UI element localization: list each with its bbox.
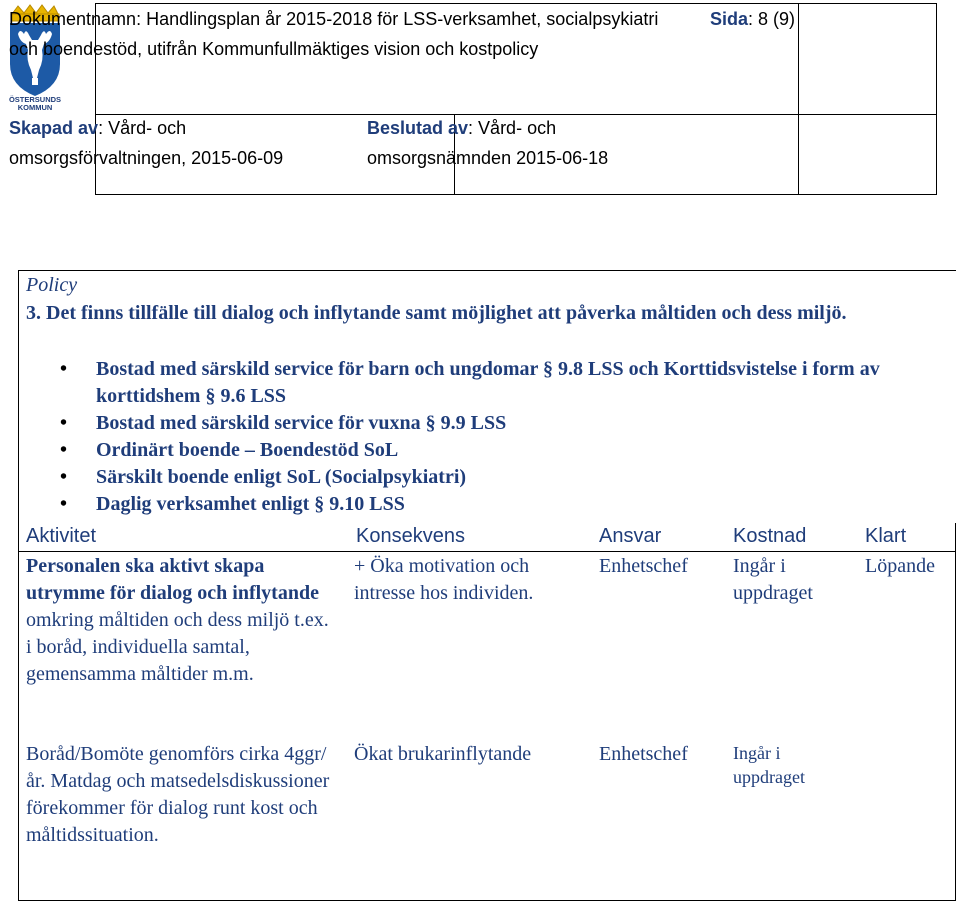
policy-bullet: • Bostad med särskild service för vuxna § 9.9 LSS <box>60 410 940 437</box>
decided-by <box>367 113 697 173</box>
row2-aktivitet: Boråd/Bomöte genomförs cirka 4ggr/år. Matdag och matsedelsdiskussioner förekommer för dialog runt kost och måltidssituation. <box>26 743 330 846</box>
row1-konsekvens: + Öka motivation och intresse hos individen. <box>354 555 534 604</box>
policy-bullet: • Daglig verksamhet enligt § 9.10 LSS <box>60 491 940 518</box>
policy-bullet: • Ordinärt boende – Boendestöd SoL <box>60 437 940 464</box>
row2-ansvar: Enhetschef <box>599 743 688 765</box>
policy-bullet-list <box>60 356 940 518</box>
row1-aktivitet <box>26 553 331 688</box>
column-header-aktivitet: Aktivitet <box>26 525 97 547</box>
created-by <box>9 113 349 173</box>
sida-label: Sida <box>710 9 749 29</box>
skapad-value: : Vård- och omsorgsförvaltningen, 2015-06-09 <box>9 118 284 168</box>
column-header-ansvar: Ansvar <box>599 525 662 547</box>
page-indicator <box>710 4 795 34</box>
column-header-kostnad: Kostnad <box>733 525 807 547</box>
column-header-konsekvens: Konsekvens <box>356 525 465 547</box>
row2-kostnad: Ingår i uppdraget <box>733 743 805 787</box>
sida-value: : 8 (9) <box>748 9 796 29</box>
row1-kostnad: Ingår i uppdraget <box>733 555 813 604</box>
policy-title: Policy <box>26 274 78 296</box>
policy-bullet: • Bostad med särskild service för barn och ungdomar § 9.8 LSS och Korttidsvistelse i form av korttidshem § 9.6 LSS <box>60 356 940 410</box>
row1-klart: Löpande <box>865 555 935 577</box>
row2-konsekvens: Ökat brukarinflytande <box>354 743 532 765</box>
logo-text: ÖSTERSUNDS KOMMUN <box>8 95 62 112</box>
beslutad-value: : Vård- och omsorgsnämnden 2015-06-18 <box>367 118 609 168</box>
row1-aktivitet-bold: Personalen ska aktivt skapa utrymme för dialog och inflytande <box>26 555 319 604</box>
column-header-klart: Klart <box>865 525 907 547</box>
policy-statement: 3. Det finns tillfälle till dialog och inflytande samt möjlighet att påverka måltiden och dess miljö. <box>26 302 847 324</box>
beslutad-label: Beslutad av <box>367 118 469 138</box>
policy-bullet: • Särskilt boende enligt SoL (Socialpsykiatri) <box>60 464 940 491</box>
document-name: Dokumentnamn: Handlingsplan år 2015-2018 för LSS-verksamhet, socialpsykiatri och boendestöd, utifrån Kommunfullmäktiges vision och kostpolicy <box>9 9 659 59</box>
row1-aktivitet-rest: omkring måltiden och dess miljö t.ex. i boråd, individuella samtal, gemensamma måltider m.m. <box>26 609 329 685</box>
skapad-label: Skapad av <box>9 118 99 138</box>
row1-ansvar: Enhetschef <box>599 555 688 577</box>
